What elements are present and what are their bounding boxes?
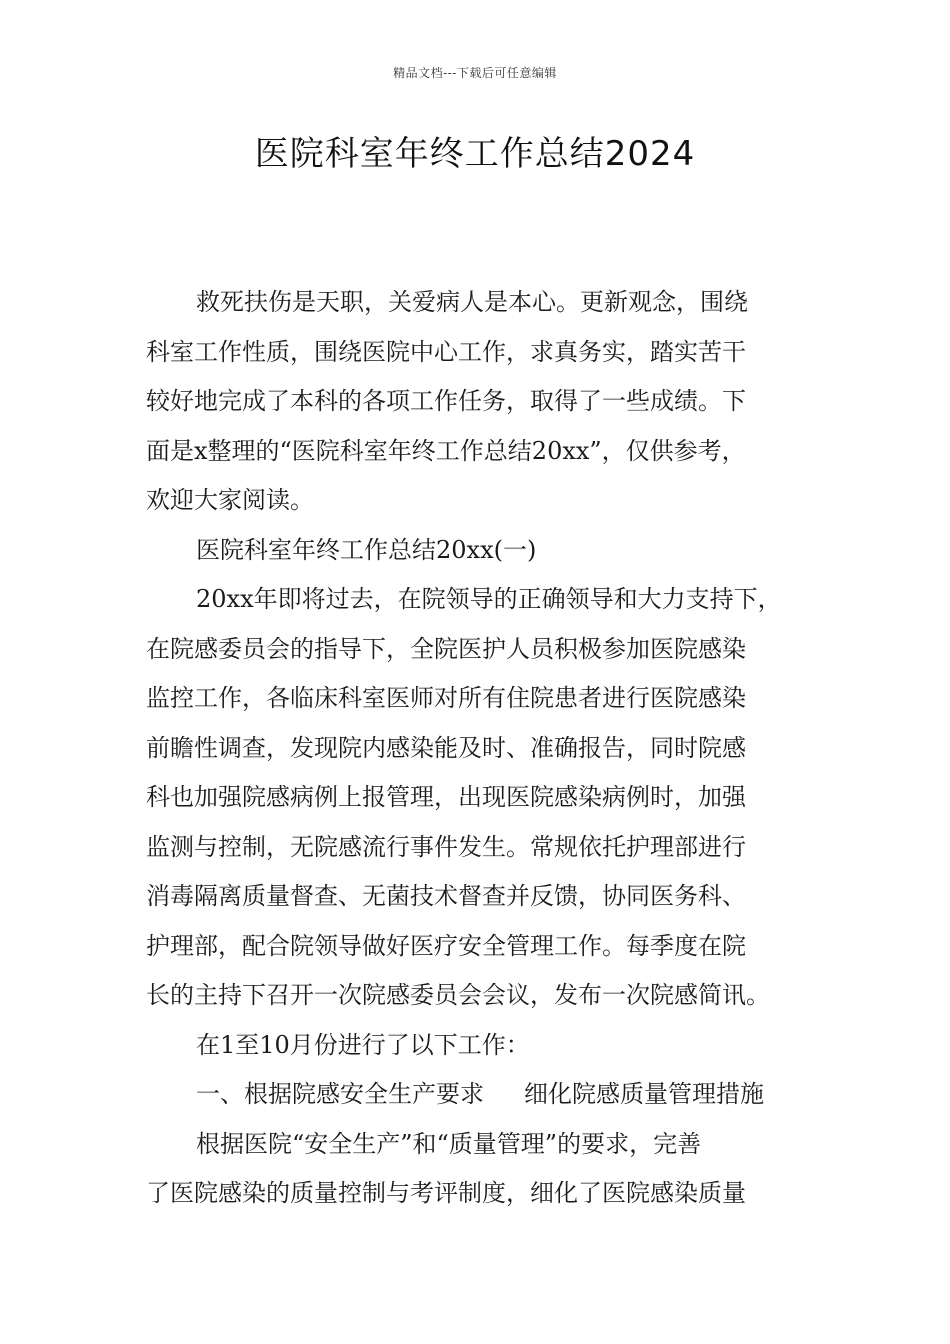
subsection-heading-part-1: 一、根据院感安全生产要求	[196, 1080, 484, 1108]
document-body	[146, 278, 818, 1219]
page-header: 精品文档---下载后可任意编辑	[393, 66, 557, 80]
paragraph-line: 20xx年即将过去，在院领导的正确领导和大力支持下，	[196, 585, 782, 613]
subsection-heading	[146, 1070, 818, 1120]
paragraph-line: 较好地完成了本科的各项工作任务，取得了一些成绩。下	[146, 387, 746, 415]
paragraph-line: 救死扶伤是天职，关爱病人是本心。更新观念，围绕	[196, 288, 748, 316]
paragraph-line: 监控工作，各临床科室医师对所有住院患者进行医院感染	[146, 684, 746, 712]
paragraph-line: 前瞻性调查，发现院内感染能及时、准确报告，同时院感	[146, 733, 746, 762]
paragraph-line: 监测与控制，无院感流行事件发生。常规依托护理部进行	[146, 832, 746, 861]
paragraph-line: 长的主持下召开一次院感委员会会议，发布一次院感简讯。	[146, 981, 770, 1009]
subsection-heading-part-2: 细化院感质量管理措施	[524, 1080, 764, 1108]
paragraph-line: 欢迎大家阅读。	[146, 486, 314, 514]
paragraph-line: 面是x整理的“医院科室年终工作总结20xx”，仅供参考，	[146, 436, 746, 465]
section-heading: 医院科室年终工作总结20xx(一)	[196, 535, 537, 564]
paragraph-line: 了医院感染的质量控制与考评制度，细化了医院感染质量	[146, 1179, 746, 1207]
paragraph-line: 根据医院“安全生产”和“质量管理”的要求，完善	[196, 1129, 702, 1158]
paragraph-line: 科室工作性质，围绕医院中心工作，求真务实，踏实苦干	[146, 337, 746, 366]
paragraph-line: 在院感委员会的指导下，全院医护人员积极参加医院感染	[146, 634, 746, 663]
paragraph-line: 科也加强院感病例上报管理，出现医院感染病例时，加强	[146, 783, 746, 811]
paragraph-line: 在1至10月份进行了以下工作：	[196, 1030, 530, 1059]
paragraph-line: 消毒隔离质量督查、无菌技术督查并反馈，协同医务科、	[146, 882, 746, 910]
paragraph-line: 护理部，配合院领导做好医疗安全管理工作。每季度在院	[146, 931, 746, 960]
document-title: 医院科室年终工作总结2024	[254, 134, 696, 174]
